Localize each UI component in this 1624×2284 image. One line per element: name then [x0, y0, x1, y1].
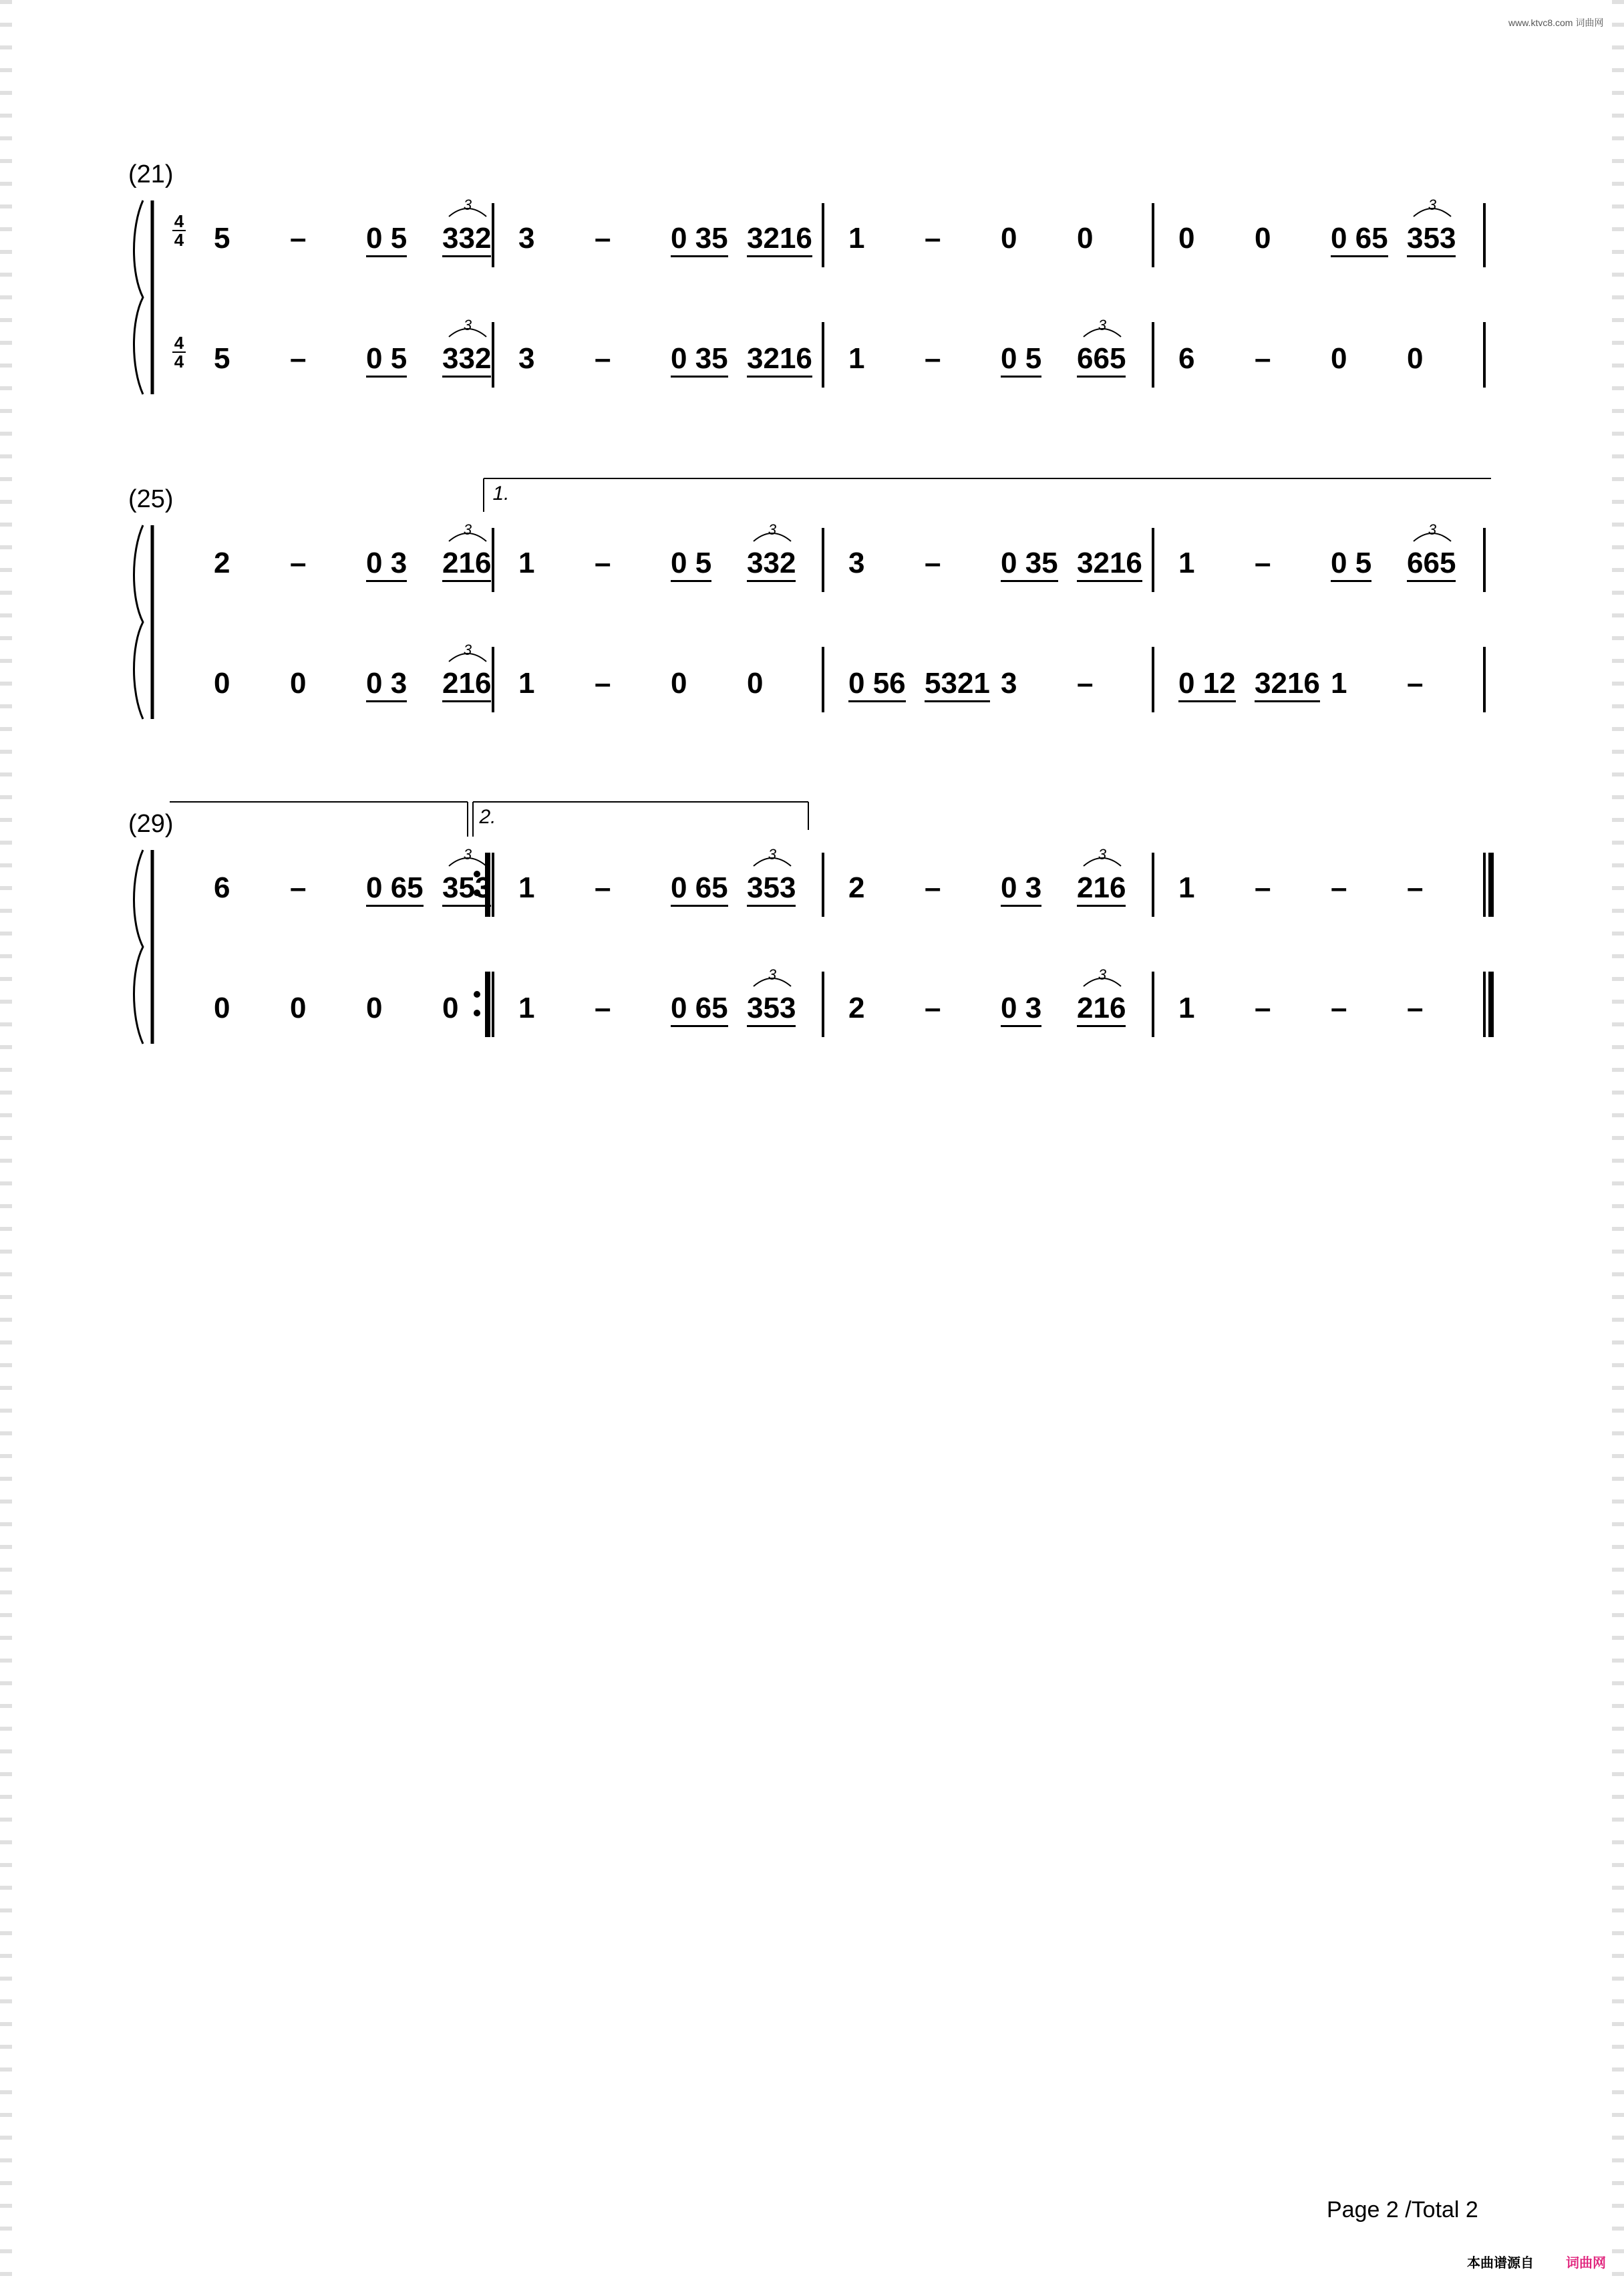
bass-note: 216: [1077, 992, 1126, 1027]
time-signature-bass: 4 4: [172, 334, 186, 370]
treble-note: 332: [442, 222, 491, 257]
treble-note: –: [290, 547, 307, 579]
treble-note: –: [290, 871, 307, 904]
source-brand: 词曲网: [1566, 2256, 1606, 2271]
treble-note: 0: [1001, 222, 1017, 255]
treble-note: 3216: [1077, 547, 1142, 582]
time-signature-treble: 4 4: [172, 212, 186, 249]
bass-note: –: [595, 992, 611, 1024]
measure-number-29: (29): [128, 810, 174, 838]
bass-note: –: [925, 992, 941, 1024]
bass-note: 0 65: [671, 992, 728, 1027]
treble-note: 3216: [747, 222, 812, 257]
treble-note: 0 35: [1001, 547, 1058, 582]
treble-note: –: [290, 222, 307, 255]
treble-note: 0 65: [1331, 222, 1388, 257]
bass-note: 0: [671, 667, 687, 700]
tuplet-number: 3: [463, 196, 472, 213]
bass-note: 0 35: [671, 342, 728, 378]
bass-note: 0 56: [848, 667, 906, 702]
treble-note: 3: [848, 547, 865, 579]
bass-note: 0 3: [366, 667, 407, 702]
treble-note: 353: [1407, 222, 1456, 257]
page-label: Page 2 /Total 2: [1327, 2197, 1478, 2223]
bass-note: 1: [518, 992, 535, 1024]
treble-note: 0 65: [671, 871, 728, 907]
tuplet-number: 3: [463, 846, 472, 863]
system-brace: [134, 200, 144, 394]
treble-note: 1: [848, 222, 865, 255]
treble-note: 0: [1077, 222, 1094, 255]
site-watermark: www.ktvc8.com 词曲网: [1508, 17, 1604, 28]
treble-note: –: [1255, 871, 1271, 904]
bass-note: 0: [1407, 342, 1424, 375]
treble-note: 0 35: [671, 222, 728, 257]
treble-note: –: [925, 871, 941, 904]
system-brace: [134, 850, 144, 1044]
bass-note: –: [1407, 992, 1424, 1024]
treble-note: 5: [214, 222, 230, 255]
treble-note: –: [1255, 547, 1271, 579]
bass-note: –: [1255, 342, 1271, 375]
treble-note: 0 3: [366, 547, 407, 582]
treble-note: –: [1407, 871, 1424, 904]
bass-note: –: [1331, 992, 1347, 1024]
bass-note: 1: [848, 342, 865, 375]
treble-note: 0 65: [366, 871, 424, 907]
tuplet-number: 3: [1428, 521, 1437, 538]
bass-note: 0: [747, 667, 764, 700]
bass-note: 3216: [1255, 667, 1320, 702]
volta-label: 2.: [479, 806, 496, 828]
treble-note: 0: [1255, 222, 1271, 255]
bass-note: 332: [442, 342, 491, 378]
tuplet-number: 3: [768, 966, 777, 983]
treble-note: –: [595, 547, 611, 579]
bass-note: 0: [214, 667, 230, 700]
treble-note: 2: [214, 547, 230, 579]
bass-note: 3: [518, 342, 535, 375]
bass-note: –: [925, 342, 941, 375]
treble-note: 0 5: [1331, 547, 1371, 582]
bass-note: 1: [518, 667, 535, 700]
treble-note: 6: [214, 871, 230, 904]
treble-note: 0 5: [671, 547, 711, 582]
bass-note: 5321: [925, 667, 990, 702]
bass-note: 1: [1178, 992, 1195, 1024]
bass-note: 3: [1001, 667, 1017, 700]
bass-note: –: [1407, 667, 1424, 700]
treble-note: –: [925, 547, 941, 579]
bass-note: –: [1077, 667, 1094, 700]
tuplet-number: 3: [1098, 317, 1107, 333]
treble-note: 0: [1178, 222, 1195, 255]
treble-note: 665: [1407, 547, 1456, 582]
bass-note: 1: [1331, 667, 1347, 700]
bass-note: 0: [290, 667, 307, 700]
tuplet-number: 3: [463, 641, 472, 658]
bass-note: 665: [1077, 342, 1126, 378]
bass-note: –: [1255, 992, 1271, 1024]
bass-note: 216: [442, 667, 491, 702]
treble-note: 216: [1077, 871, 1126, 907]
tuplet-number: 3: [768, 846, 777, 863]
treble-note: 3: [518, 222, 535, 255]
tuplet-number: 3: [463, 317, 472, 333]
treble-note: 1: [518, 871, 535, 904]
bass-note: –: [595, 667, 611, 700]
treble-note: –: [925, 222, 941, 255]
source-text: 本曲谱源自: [1467, 2256, 1534, 2271]
treble-note: 353: [442, 871, 491, 907]
bass-note: –: [595, 342, 611, 375]
treble-note: 1: [1178, 871, 1195, 904]
tuplet-number: 3: [768, 521, 777, 538]
measure-number-25: (25): [128, 485, 174, 513]
treble-note: 216: [442, 547, 491, 582]
treble-note: 2: [848, 871, 865, 904]
treble-note: 1: [518, 547, 535, 579]
bass-note: 0: [366, 992, 383, 1024]
repeat-dot: [474, 1010, 480, 1016]
tuplet-number: 3: [1098, 966, 1107, 983]
tuplet-number: 3: [1098, 846, 1107, 863]
treble-note: 1: [1178, 547, 1195, 579]
treble-note: 0 5: [366, 222, 407, 257]
treble-note: 0 3: [1001, 871, 1041, 907]
bass-note: –: [290, 342, 307, 375]
tuplet-number: 3: [1428, 196, 1437, 213]
volta-label: 1.: [492, 482, 510, 505]
bass-note: 6: [1178, 342, 1195, 375]
treble-note: –: [595, 222, 611, 255]
repeat-dot: [474, 991, 480, 998]
bass-note: 0: [290, 992, 307, 1024]
bass-note: 0 12: [1178, 667, 1236, 702]
measure-number-21: (21): [128, 160, 174, 188]
bass-note: 5: [214, 342, 230, 375]
bass-note: 0: [214, 992, 230, 1024]
tuplet-number: 3: [463, 521, 472, 538]
bass-note: 0: [442, 992, 459, 1024]
bass-note: 0 3: [1001, 992, 1041, 1027]
bass-note: 0 5: [1001, 342, 1041, 378]
treble-note: 332: [747, 547, 796, 582]
bass-note: 3216: [747, 342, 812, 378]
treble-note: –: [1331, 871, 1347, 904]
bass-note: 0 5: [366, 342, 407, 378]
treble-note: 353: [747, 871, 796, 907]
bass-note: 353: [747, 992, 796, 1027]
treble-note: –: [595, 871, 611, 904]
bass-note: 0: [1331, 342, 1347, 375]
bass-note: 2: [848, 992, 865, 1024]
system-brace: [134, 525, 144, 719]
